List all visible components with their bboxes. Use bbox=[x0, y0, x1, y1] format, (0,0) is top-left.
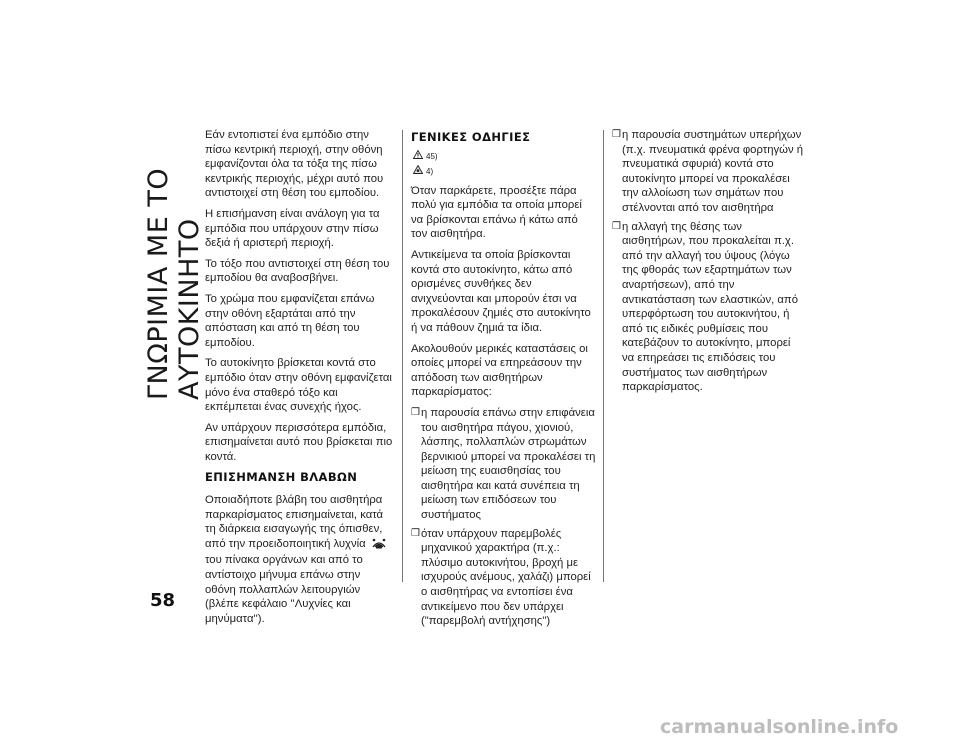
paragraph: Το χρώμα που εμφανίζεται επάνω στην οθόνη εξαρτάται από την απόσταση και από τη θέση του εμποδίου. bbox=[205, 292, 375, 349]
list-item bbox=[411, 527, 597, 629]
paragraph-text: Οποιαδήποτε βλάβη του αισθητήρα παρκαρίσματος επισημαίνεται, κατά τη διάρκεια εισαγωγής της όπισθεν, από την προειδοποιητική λυχνία bbox=[205, 494, 384, 550]
watermark: carmanualsonline.info bbox=[660, 716, 899, 738]
paragraph: Όταν παρκάρετε, προσέξτε πάρα πολύ για εμπόδια τα οποία μπορεί να βρίσκονται επάνω ή κάτω από τον αισθητήρα. bbox=[411, 184, 582, 241]
checkbox-bullet-icon: ❒ bbox=[612, 129, 621, 140]
warning-triangle-icon bbox=[413, 150, 426, 165]
paragraph: Το αυτοκίνητο βρίσκεται κοντά στο εμπόδιο όταν στην οθόνη εμφανίζεται μόνο ένα σταθερό τόξο και εκπέμπεται ένας συνεχής ήχος. bbox=[205, 357, 392, 414]
paragraph: Αντικείμενα τα οποία βρίσκονται κοντά στο αυτοκίνητο, κάτω από ορισμένες συνθήκες δεν ανιχνεύονται και μπορούν έτσι να προκαλέσουν ζημιές στο αυτοκίνητο ή να πάθουν ζημιά τα ίδια. bbox=[411, 248, 591, 334]
warning-reference bbox=[413, 151, 597, 165]
list-item-text: η αλλαγή της θέσης των αισθητήρων, που προκαλείται π.χ. από την αλλαγή του ύψους (λόγω της φθοράς των εξαρτημάτων των αναρτήσεων), από την αντικατάσταση των ελαστικών, από υπερφόρτωση του αυτοκινήτου, ή από τις ειδικές ρυθμίσεις που κατεβάζουν το αυτοκίνητο, μπορεί να επηρεάσει τις επιδόσεις του συστήματος των αισθητήρων παρκαρίσματος. bbox=[622, 220, 798, 394]
checkbox-bullet-icon: ❒ bbox=[411, 527, 420, 539]
section-heading-fault-indication: ΕΠΙΣΗΜΑΝΣΗ ΒΛΑΒΩΝ bbox=[205, 470, 358, 485]
paragraph-fault bbox=[205, 493, 393, 626]
column-divider bbox=[603, 130, 604, 582]
column-3 bbox=[612, 128, 804, 399]
list-item bbox=[612, 128, 804, 216]
note-reference bbox=[413, 166, 597, 180]
column-1 bbox=[205, 128, 393, 632]
paragraph: Εάν εντοπιστεί ένα εμπόδιο στην πίσω κεντρική περιοχή, στην οθόνη εμφανίζονται όλα τα τόξα της πίσω κεντρικής περιοχής, μέχρι αυτό που αντιστοιχεί στη θέση του εμποδίου. bbox=[205, 129, 384, 200]
column-divider bbox=[402, 130, 403, 582]
chapter-side-title: ΓΝΩΡΙΜΙΑ ΜΕ ΤΟ ΑΥΤΟΚΙΝΗΤΟ bbox=[143, 167, 205, 400]
list-item-text: η παρουσία επάνω στην επιφάνεια του αισθητήρα πάγου, χιονιού, λάσπης, πολλαπλών στρωμάτων βερνικιού μπορεί να προκαλέσει τη μείωση της ευαισθησίας του αισθητήρα και κατά συνέπεια τη μείωση των επιδόσεων του συστήματος bbox=[421, 406, 596, 522]
paragraph: Αν υπάρχουν περισσότερα εμπόδια, επισημαίνεται αυτό που βρίσκεται πιο κοντά. bbox=[205, 421, 393, 463]
paragraph: Το τόξο που αντιστοιχεί στη θέση του εμποδίου θα αναβοσβήνει. bbox=[205, 257, 390, 285]
paragraph: Η επισήμανση είναι ανάλογη για τα εμπόδια που υπάρχουν στην πίσω δεξιά ή αριστερή περιοχή. bbox=[205, 207, 380, 250]
checkbox-bullet-icon: ❒ bbox=[411, 406, 420, 418]
section-heading-general-instructions: ΓΕΝΙΚΕΣ ΟΔΗΓΙΕΣ bbox=[411, 130, 531, 144]
paragraph-text: του πίνακα οργάνων και από το αντίστοιχο μήνυμα επάνω στην οθόνη πολλαπλών λειτουργιών (βλέπε κεφάλαιο ''Λυχνίες και μηνύματα''). bbox=[205, 554, 363, 625]
page-number: 58 bbox=[150, 590, 176, 611]
paragraph: Ακολουθούν μερικές καταστάσεις οι οποίες μπορεί να επηρεάσουν την απόδοση των αισθητήρων παρκαρίσματος: bbox=[411, 342, 588, 399]
note-hand-icon bbox=[413, 165, 426, 180]
list-item-text: όταν υπάρχουν παρεμβολές μηχανικού χαρακτήρα (π.χ.: πλύσιμο αυτοκινήτου, βροχή με ισχυρούς ανέμους, χαλάζι) μπορεί ο αισθητήρας να εντοπίσει ένα αντικείμενο που δεν υπάρχει ("παρεμβολή αντήχησης") bbox=[421, 527, 591, 628]
list-item bbox=[612, 220, 804, 395]
warning-reference-number: 45) bbox=[426, 152, 438, 162]
list-item-text: η παρουσία συστημάτων υπερήχων (π.χ. πνευματικά φρένα φορτηγών ή πνευματικά σφυριά) κοντά στο αυτοκίνητο μπορεί να προκαλέσει την αλλοίωση των σημάτων που στέλνονται από τον αισθητήρα bbox=[622, 129, 804, 214]
column-2 bbox=[411, 128, 597, 633]
parking-sensor-warning-lamp-icon bbox=[371, 537, 387, 554]
list-item bbox=[411, 406, 597, 523]
note-reference-number: 4) bbox=[426, 167, 434, 177]
checkbox-bullet-icon: ❒ bbox=[612, 220, 621, 232]
